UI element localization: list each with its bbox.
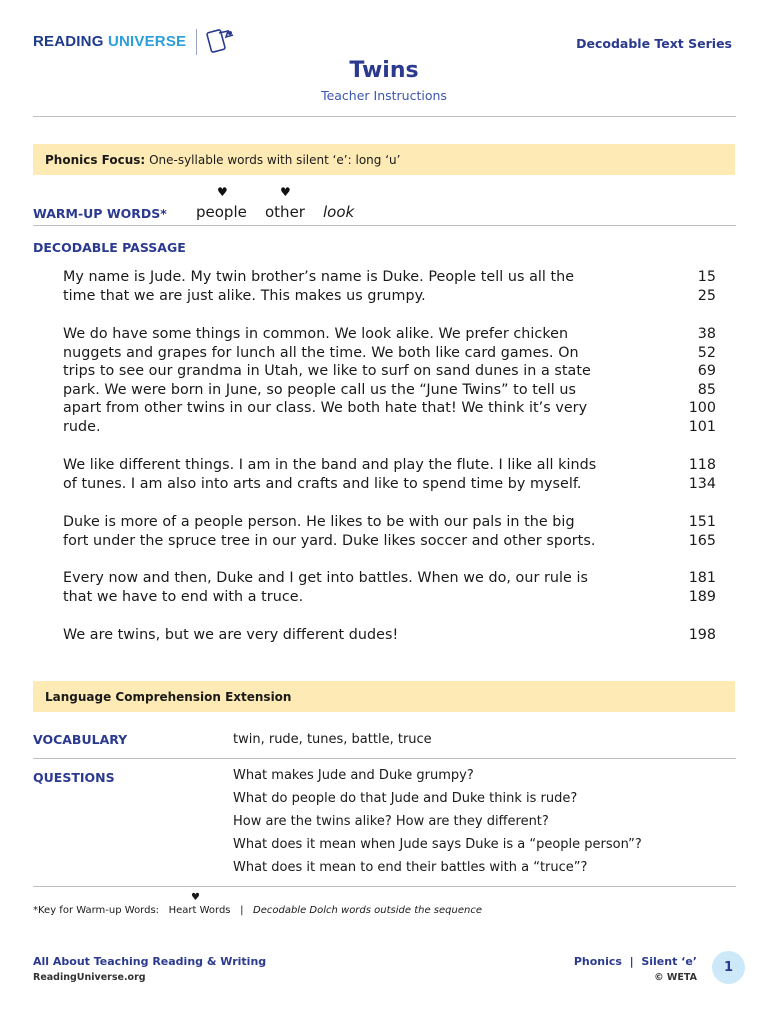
passage-line: of tunes. I am also into arts and crafts and like to spend time by myself. xyxy=(63,475,582,492)
key-prefix: *Key for Warm-up Words: xyxy=(33,905,160,916)
passage-line: We like different things. I am in the band and play the flute. I like all kinds xyxy=(63,457,597,473)
passage-line: fort under the spruce tree in our yard. Duke likes soccer and other sports. xyxy=(63,532,596,549)
passage-label: DECODABLE PASSAGE xyxy=(33,240,186,255)
divider xyxy=(33,886,736,887)
passage-line: nuggets and grapes for lunch all the time. We both like card games. On xyxy=(63,344,579,361)
phonics-focus-banner xyxy=(33,144,735,175)
word-count: 181 xyxy=(688,570,716,586)
question: What makes Jude and Duke grumpy? xyxy=(233,768,474,783)
word-count: 151 xyxy=(688,514,716,530)
logo-word-reading: READING xyxy=(33,33,104,50)
warm-up-word: people xyxy=(196,203,247,221)
warm-up-word: other xyxy=(265,203,305,221)
passage-line: We are twins, but we are very different dudes! xyxy=(63,627,399,643)
page-number-badge: 1 xyxy=(712,951,745,984)
footer-topic-name: Phonics xyxy=(573,955,622,968)
passage-line: We do have some things in common. We look alike. We prefer chicken xyxy=(63,326,569,342)
phonics-focus-text: One-syllable words with silent ‘e’: long ‘u’ xyxy=(149,153,401,167)
key-separator: | xyxy=(240,905,244,916)
passage-line: that we have to end with a truce. xyxy=(63,588,304,605)
passage-line: park. We were born in June, so people call us the “June Twins” to tell us xyxy=(63,381,576,398)
comprehension-label: Language Comprehension Extension xyxy=(45,690,292,704)
passage-line: time that we are just alike. This makes us grumpy. xyxy=(63,288,426,304)
heart-icon: ♥ xyxy=(191,892,200,903)
word-count: 25 xyxy=(697,288,716,304)
word-count: 198 xyxy=(688,627,716,643)
passage-line: My name is Jude. My twin brother’s name is Duke. People tell us all the xyxy=(63,269,575,285)
aft-logo-icon xyxy=(206,27,236,55)
footer-copyright: © WETA xyxy=(654,972,697,983)
word-count: 189 xyxy=(688,588,716,605)
passage-line: Every now and then, Duke and I get into battles. When we do, our rule is xyxy=(63,570,589,586)
passage-line: rude. xyxy=(63,418,101,435)
series-label: Decodable Text Series xyxy=(576,36,732,51)
heart-icon: ♥ xyxy=(217,185,228,199)
footer-subtopic: Silent ‘e’ xyxy=(641,955,697,968)
comprehension-banner xyxy=(33,681,735,712)
divider xyxy=(33,758,736,759)
phonics-focus-label: Phonics Focus: xyxy=(45,153,146,167)
passage-line: apart from other twins in our class. We both hate that! We think it’s very xyxy=(63,400,588,416)
footer-separator: | xyxy=(629,955,634,968)
footer-title: All About Teaching Reading & Writing xyxy=(33,955,267,968)
question: What does it mean to end their battles with a “truce”? xyxy=(233,860,588,875)
question: What do people do that Jude and Duke think is rude? xyxy=(233,791,578,806)
question: How are the twins alike? How are they different? xyxy=(233,814,549,829)
passage-line: trips to see our grandma in Utah, we like to surf on sand dunes in a state xyxy=(63,363,591,379)
warm-up-word-dolch: look xyxy=(323,203,355,221)
passage-line: Duke is more of a people person. He likes to be with our pals in the big xyxy=(63,514,575,530)
logo-word-universe: UNIVERSE xyxy=(107,33,187,50)
word-count: 165 xyxy=(688,532,716,549)
warm-up-key xyxy=(33,905,482,916)
heart-icon: ♥ xyxy=(280,185,291,199)
word-count: 85 xyxy=(697,381,716,398)
word-count: 52 xyxy=(697,344,716,361)
page-subtitle: Teacher Instructions xyxy=(321,88,447,103)
word-count: 101 xyxy=(688,418,716,435)
question: What does it mean when Jude says Duke is a “people person”? xyxy=(233,837,642,852)
vocabulary-label: VOCABULARY xyxy=(33,732,128,747)
divider xyxy=(33,116,736,117)
footer-url[interactable]: ReadingUniverse.org xyxy=(33,972,146,983)
key-dolch: Decodable Dolch words outside the sequence xyxy=(253,905,482,916)
word-count: 118 xyxy=(688,457,716,473)
page-title: Twins xyxy=(349,58,419,83)
word-count: 38 xyxy=(697,326,716,342)
logo-divider xyxy=(196,29,197,55)
divider xyxy=(33,225,736,226)
vocabulary-words: twin, rude, tunes, battle, truce xyxy=(233,732,432,747)
word-count: 134 xyxy=(688,475,716,492)
word-count: 15 xyxy=(697,269,716,285)
footer-topic xyxy=(574,955,697,968)
word-count: 69 xyxy=(697,363,716,379)
word-count: 100 xyxy=(688,400,716,416)
reading-universe-logo xyxy=(33,33,186,50)
questions-label: QUESTIONS xyxy=(33,770,115,785)
warm-up-label: WARM-UP WORDS* xyxy=(33,206,167,221)
key-heart-words: Heart Words xyxy=(168,905,231,916)
